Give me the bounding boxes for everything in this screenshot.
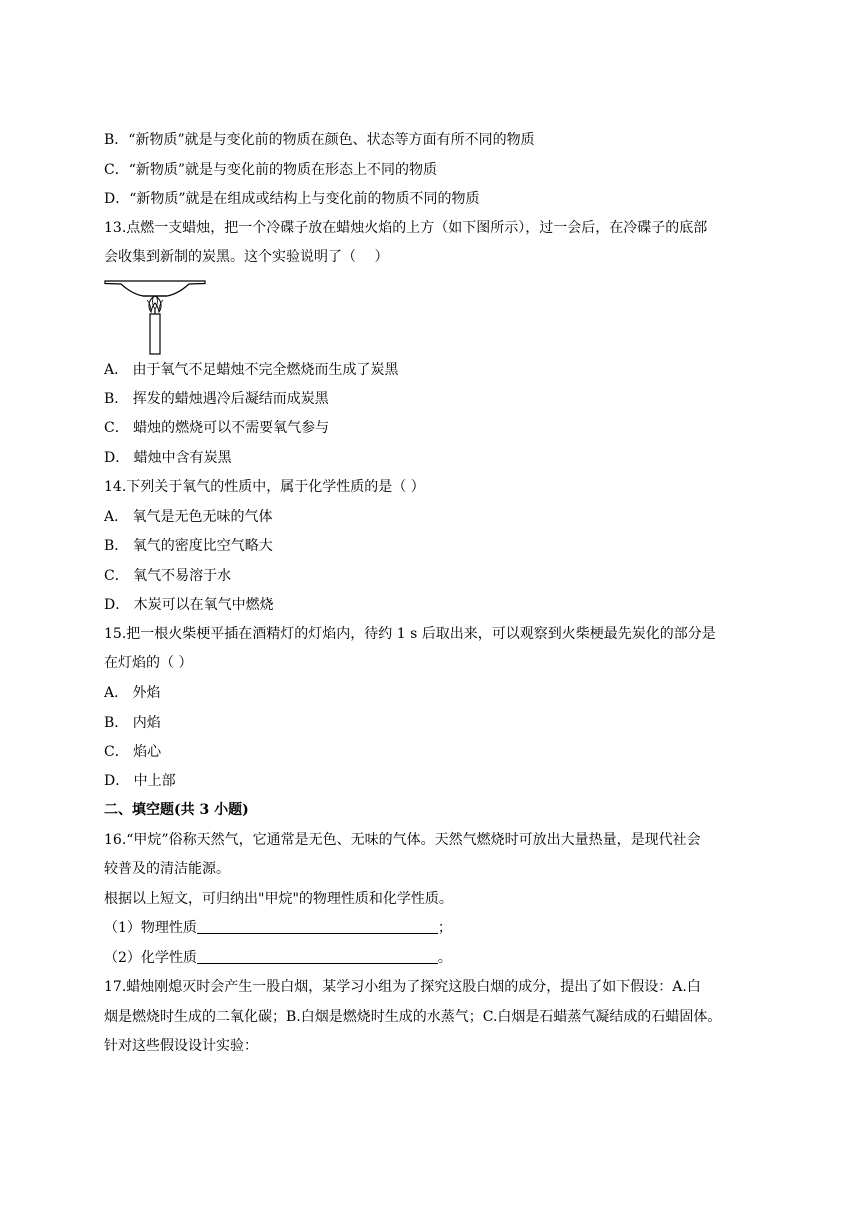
q15-option-d: D． 中上部 (104, 773, 176, 789)
q16-part1-end: ； (437, 920, 452, 936)
q17-stem-line2: 烟是燃烧时生成的二氧化碳；B.白烟是燃烧时生成的水蒸气；C.白烟是石蜡蒸气凝结成的石蜡固体。 (104, 1009, 722, 1025)
q13-option-d: D． 蜡烛中含有炭黑 (104, 450, 232, 466)
q13-stem-line1: 13.点燃一支蜡烛，把一个冷碟子放在蜡烛火焰的上方（如下图所示），过一会后，在冷碟子的底部 (104, 220, 708, 236)
q17-stem-line3: 针对这些假设设计实验： (104, 1038, 258, 1054)
q16-part1-answer-blank[interactable] (197, 919, 438, 934)
q17-stem-line1: 17.蜡烛刚熄灭时会产生一股白烟，某学习小组为了探究这股白烟的成分，提出了如下假设：A.白 (104, 979, 701, 995)
q13-option-c: C． 蜡烛的燃烧可以不需要氧气参与 (104, 420, 330, 436)
q13-stem-line2: 会收集到新制的炭黑。这个实验说明了（ ） (104, 249, 389, 265)
q13-option-b: B． 挥发的蜡烛遇冷后凝结而成炭黑 (104, 391, 329, 407)
q14-option-b: B． 氧气的密度比空气略大 (104, 538, 273, 554)
q16-part2-answer-blank[interactable] (197, 949, 438, 964)
q15-option-b: B． 内焰 (104, 715, 161, 731)
q15-stem-line2: 在灯焰的（ ） (104, 655, 193, 671)
q16-part2 (104, 948, 764, 968)
q14-option-d: D． 木炭可以在氧气中燃烧 (104, 597, 274, 613)
q14-option-c: C． 氧气不易溶于水 (104, 568, 232, 584)
q13-option-a: A． 由于氧气不足蜡烛不完全燃烧而生成了炭黑 (104, 362, 399, 378)
q16-instruction: 根据以上短文，可归纳出"甲烷"的物理性质和化学性质。 (104, 891, 453, 907)
q16-part1 (104, 918, 764, 938)
q15-option-c: C． 焰心 (104, 744, 162, 760)
section-heading-fill-in: 二、填空题(共 3 小题) (104, 802, 249, 818)
q16-part2-label: （2）化学性质 (104, 950, 197, 966)
q16-part2-end: 。 (437, 950, 452, 966)
q14-stem: 14.下列关于氧气的性质中，属于化学性质的是（ ） (104, 479, 425, 495)
q16-stem-line1: 16.“甲烷”俗称天然气，它通常是无色、无味的气体。天然气燃烧时可放出大量热量，是现代社会 (104, 832, 701, 848)
q16-stem-line2: 较普及的清洁能源。 (104, 861, 230, 877)
candle-plate-figure (103, 276, 207, 356)
q12-option-c: C．“新物质”就是与变化前的物质在形态上不同的物质 (104, 162, 438, 178)
q15-stem-line1: 15.把一根火柴梗平插在酒精灯的灯焰内，待约 1 s 后取出来，可以观察到火柴梗最先炭化的部分是 (104, 626, 716, 642)
q15-option-a: A． 外焰 (104, 685, 161, 701)
q12-option-b: B．“新物质”就是与变化前的物质在颜色、状态等方面有所不同的物质 (104, 132, 535, 148)
q16-part1-label: （1）物理性质 (104, 920, 197, 936)
q12-option-d: D．“新物质”就是在组成或结构上与变化前的物质不同的物质 (104, 191, 480, 207)
q14-option-a: A． 氧气是无色无味的气体 (104, 509, 273, 525)
